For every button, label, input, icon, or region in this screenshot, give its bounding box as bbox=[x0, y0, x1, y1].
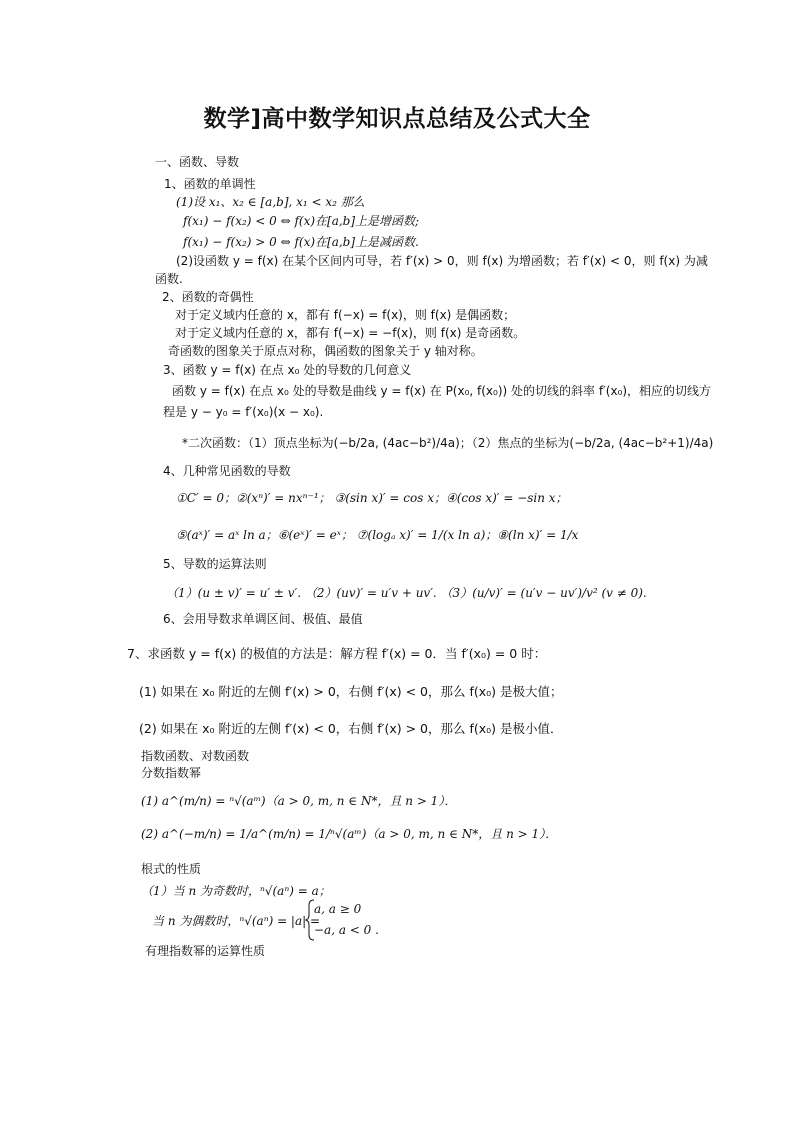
line-derivative-monotonic-cont: 函数. bbox=[155, 272, 183, 286]
heading-rational-exponent-rules: 有理指数幂的运算性质 bbox=[145, 944, 266, 958]
subheading-derivative-meaning: 3、函数 y = f(x) 在点 x₀ 处的导数的几何意义 bbox=[163, 363, 412, 377]
section-heading-functions: 一、函数、导数 bbox=[155, 155, 240, 169]
line-monotonic-setup: (1)设 x₁、x₂ ∈ [a,b], x₁ < x₂ 那么 bbox=[176, 195, 365, 209]
line-extrema-usage: 6、会用导数求单调区间、极值、最值 bbox=[163, 612, 363, 626]
line-symmetry: 奇函数的图象关于原点对称，偶函数的图象关于 y 轴对称。 bbox=[168, 344, 483, 358]
line-local-min: (2) 如果在 x₀ 附近的左侧 f′(x) < 0，右侧 f′(x) > 0，那么 f(x₀) 是极小值． bbox=[139, 721, 563, 736]
piecewise-case-nonnegative: a, a ≥ 0 bbox=[314, 902, 362, 916]
subheading-monotonicity: 1、函数的单调性 bbox=[164, 177, 256, 191]
subheading-parity: 2、函数的奇偶性 bbox=[162, 290, 254, 304]
line-decreasing: f(x₁) − f(x₂) > 0 ⇔ f(x)在[a,b]上是减函数. bbox=[183, 235, 419, 249]
line-odd-function: 对于定义域内任意的 x，都有 f(−x) = −f(x)，则 f(x) 是奇函数。 bbox=[175, 326, 526, 340]
line-even-function: 对于定义域内任意的 x，都有 f(−x) = f(x)，则 f(x) 是偶函数； bbox=[175, 308, 516, 322]
heading-exp-log: 指数函数、对数函数 bbox=[141, 749, 250, 763]
line-derivatives-2: ⑤(aˣ)′ = aˣ ln a；⑥(eˣ)′ = eˣ； ⑦(logₐ x)′ = 1/(x ln a)；⑧(ln x)′ = 1/x bbox=[176, 528, 579, 542]
subheading-common-derivatives: 4、几种常见函数的导数 bbox=[163, 464, 291, 478]
heading-fractional-exponent: 分数指数幂 bbox=[141, 766, 202, 780]
line-derivative-rules: （1）(u ± v)′ = u′ ± v′. （2）(uv)′ = u′v + uv′. （3）(u/v)′ = (u′v − uv′)/v² (v ≠ 0). bbox=[166, 586, 647, 600]
line-extremum-method: 7、求函数 y = f(x) 的极值的方法是：解方程 f′(x) = 0．当 f′(x₀) = 0 时： bbox=[127, 646, 547, 661]
line-derivatives-1: ①C′ = 0；②(xⁿ)′ = nxⁿ⁻¹； ③(sin x)′ = cos x；④(cos x)′ = −sin x； bbox=[176, 491, 568, 505]
page-title: 数学]高中数学知识点总结及公式大全 bbox=[203, 106, 591, 132]
line-tangent-slope: 函数 y = f(x) 在点 x₀ 处的导数是曲线 y = f(x) 在 P(x₀, f(x₀)) 处的切线的斜率 f′(x₀)，相应的切线方 bbox=[172, 384, 712, 398]
line-radical-odd: （1）当 n 为奇数时，ⁿ√(aⁿ) = a； bbox=[141, 884, 331, 898]
subheading-derivative-rules: 5、导数的运算法则 bbox=[163, 557, 267, 571]
piecewise-case-negative: −a, a < 0 . bbox=[314, 923, 379, 937]
line-derivative-monotonic: (2)设函数 y = f(x) 在某个区间内可导，若 f′(x) > 0，则 f(x) 为增函数；若 f′(x) < 0，则 f(x) 为减 bbox=[176, 254, 708, 268]
line-fractional-exponent-1: (1) a^(m/n) = ⁿ√(aᵐ)（a > 0, m, n ∈ N*，且 n > 1）． bbox=[141, 794, 457, 808]
heading-radical-properties: 根式的性质 bbox=[141, 862, 202, 876]
line-radical-even: 当 n 为偶数时，ⁿ√(aⁿ) = |a| = bbox=[152, 914, 321, 928]
line-local-max: (1) 如果在 x₀ 附近的左侧 f′(x) > 0，右侧 f′(x) < 0，那么 f(x₀) 是极大值； bbox=[139, 684, 563, 699]
line-increasing: f(x₁) − f(x₂) < 0 ⇔ f(x)在[a,b]上是增函数; bbox=[183, 214, 420, 228]
line-tangent-equation: 程是 y − y₀ = f′(x₀)(x − x₀). bbox=[163, 405, 324, 419]
line-quadratic: *二次函数：（1）顶点坐标为(−b/2a, (4ac−b²)/4a)；（2）焦点的坐标为(−b/2a, (4ac−b²+1)/4a) bbox=[182, 436, 714, 450]
line-fractional-exponent-2: (2) a^(−m/n) = 1/a^(m/n) = 1/ⁿ√(aᵐ)（a > 0, m, n ∈ N*，且 n > 1）． bbox=[141, 827, 558, 841]
